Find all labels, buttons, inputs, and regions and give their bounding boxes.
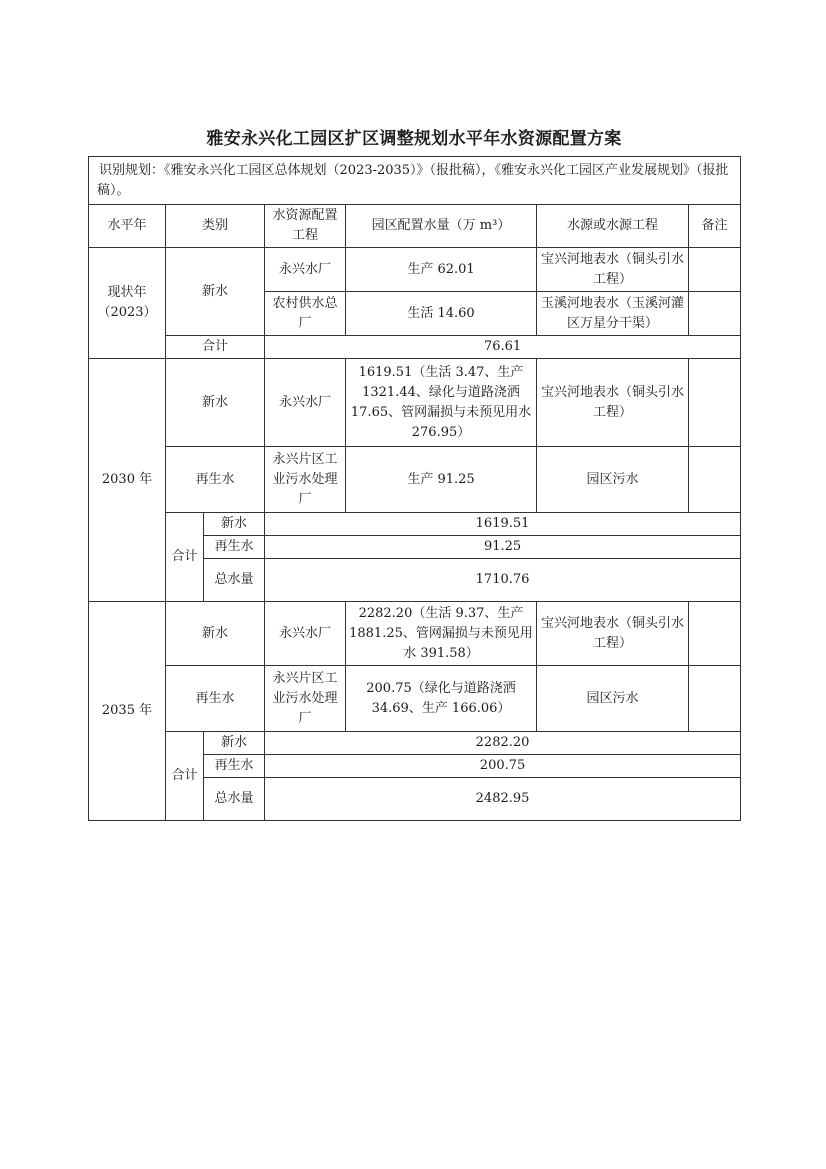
header-amount: 园区配置水量（万 m³） <box>346 205 537 248</box>
total-sub-label: 总水量 <box>204 778 265 821</box>
total-value: 2482.95 <box>265 778 741 821</box>
year-cell-current: 现状年（2023） <box>89 248 166 359</box>
header-project: 水资源配置工程 <box>265 205 346 248</box>
project-cell: 永兴水厂 <box>265 359 346 447</box>
remark-cell <box>689 359 741 447</box>
total-label: 合计 <box>166 513 204 602</box>
category-cell: 再生水 <box>166 666 265 732</box>
total-row <box>89 513 741 536</box>
total-value: 1619.51 <box>265 513 741 536</box>
category-cell: 新水 <box>166 248 265 336</box>
source-cell: 宝兴河地表水（铜头引水工程） <box>537 248 689 292</box>
amount-cell: 1619.51（生活 3.47、生产 1321.44、绿化与道路浇洒 17.65、管网漏损与未预见用水 276.95） <box>346 359 537 447</box>
water-allocation-table <box>88 156 741 821</box>
source-cell: 宝兴河地表水（铜头引水工程） <box>537 602 689 666</box>
total-sub-label: 新水 <box>204 513 265 536</box>
category-cell: 再生水 <box>166 447 265 513</box>
total-row <box>89 336 741 359</box>
remark-cell <box>689 292 741 336</box>
total-label: 合计 <box>166 336 265 359</box>
total-sub-label: 再生水 <box>204 536 265 559</box>
amount-cell: 生活 14.60 <box>346 292 537 336</box>
amount-cell: 200.75（绿化与道路浇洒 34.69、生产 166.06） <box>346 666 537 732</box>
remark-cell <box>689 248 741 292</box>
table-row <box>89 359 741 447</box>
total-label: 合计 <box>166 732 204 821</box>
total-sub-label: 新水 <box>204 732 265 755</box>
category-cell: 新水 <box>166 359 265 447</box>
planning-note: 识别规划：《雅安永兴化工园区总体规划（2023-2035）》（报批稿），《雅安永兴化工园区产业发展规划》（报批稿）。 <box>89 157 741 205</box>
total-sub-label: 再生水 <box>204 755 265 778</box>
amount-cell: 生产 62.01 <box>346 248 537 292</box>
page-title: 雅安永兴化工园区扩区调整规划水平年水资源配置方案 <box>206 129 622 149</box>
project-cell: 永兴水厂 <box>265 248 346 292</box>
header-remark: 备注 <box>689 205 741 248</box>
header-category: 类别 <box>166 205 265 248</box>
remark-cell <box>689 447 741 513</box>
amount-cell: 2282.20（生活 9.37、生产 1881.25、管网漏损与未预见用水 391.58） <box>346 602 537 666</box>
project-cell: 农村供水总厂 <box>265 292 346 336</box>
total-value: 76.61 <box>265 336 741 359</box>
source-cell: 园区污水 <box>537 666 689 732</box>
header-source: 水源或水源工程 <box>537 205 689 248</box>
source-cell: 宝兴河地表水（铜头引水工程） <box>537 359 689 447</box>
header-year: 水平年 <box>89 205 166 248</box>
table-row <box>89 602 741 666</box>
total-sub-label: 总水量 <box>204 559 265 602</box>
project-cell: 永兴片区工业污水处理厂 <box>265 447 346 513</box>
year-cell-2030: 2030 年 <box>89 359 166 602</box>
year-cell-2035: 2035 年 <box>89 602 166 821</box>
table-row <box>89 248 741 292</box>
total-row <box>89 732 741 755</box>
project-cell: 永兴片区工业污水处理厂 <box>265 666 346 732</box>
source-cell: 园区污水 <box>537 447 689 513</box>
amount-cell: 生产 91.25 <box>346 447 537 513</box>
total-value: 2282.20 <box>265 732 741 755</box>
category-cell: 新水 <box>166 602 265 666</box>
total-value: 200.75 <box>265 755 741 778</box>
header-row <box>89 205 741 248</box>
remark-cell <box>689 666 741 732</box>
note-row <box>89 157 741 205</box>
project-cell: 永兴水厂 <box>265 602 346 666</box>
remark-cell <box>689 602 741 666</box>
table-row <box>89 447 741 513</box>
total-value: 1710.76 <box>265 559 741 602</box>
total-value: 91.25 <box>265 536 741 559</box>
source-cell: 玉溪河地表水（玉溪河灌区万星分干渠） <box>537 292 689 336</box>
table-row <box>89 666 741 732</box>
